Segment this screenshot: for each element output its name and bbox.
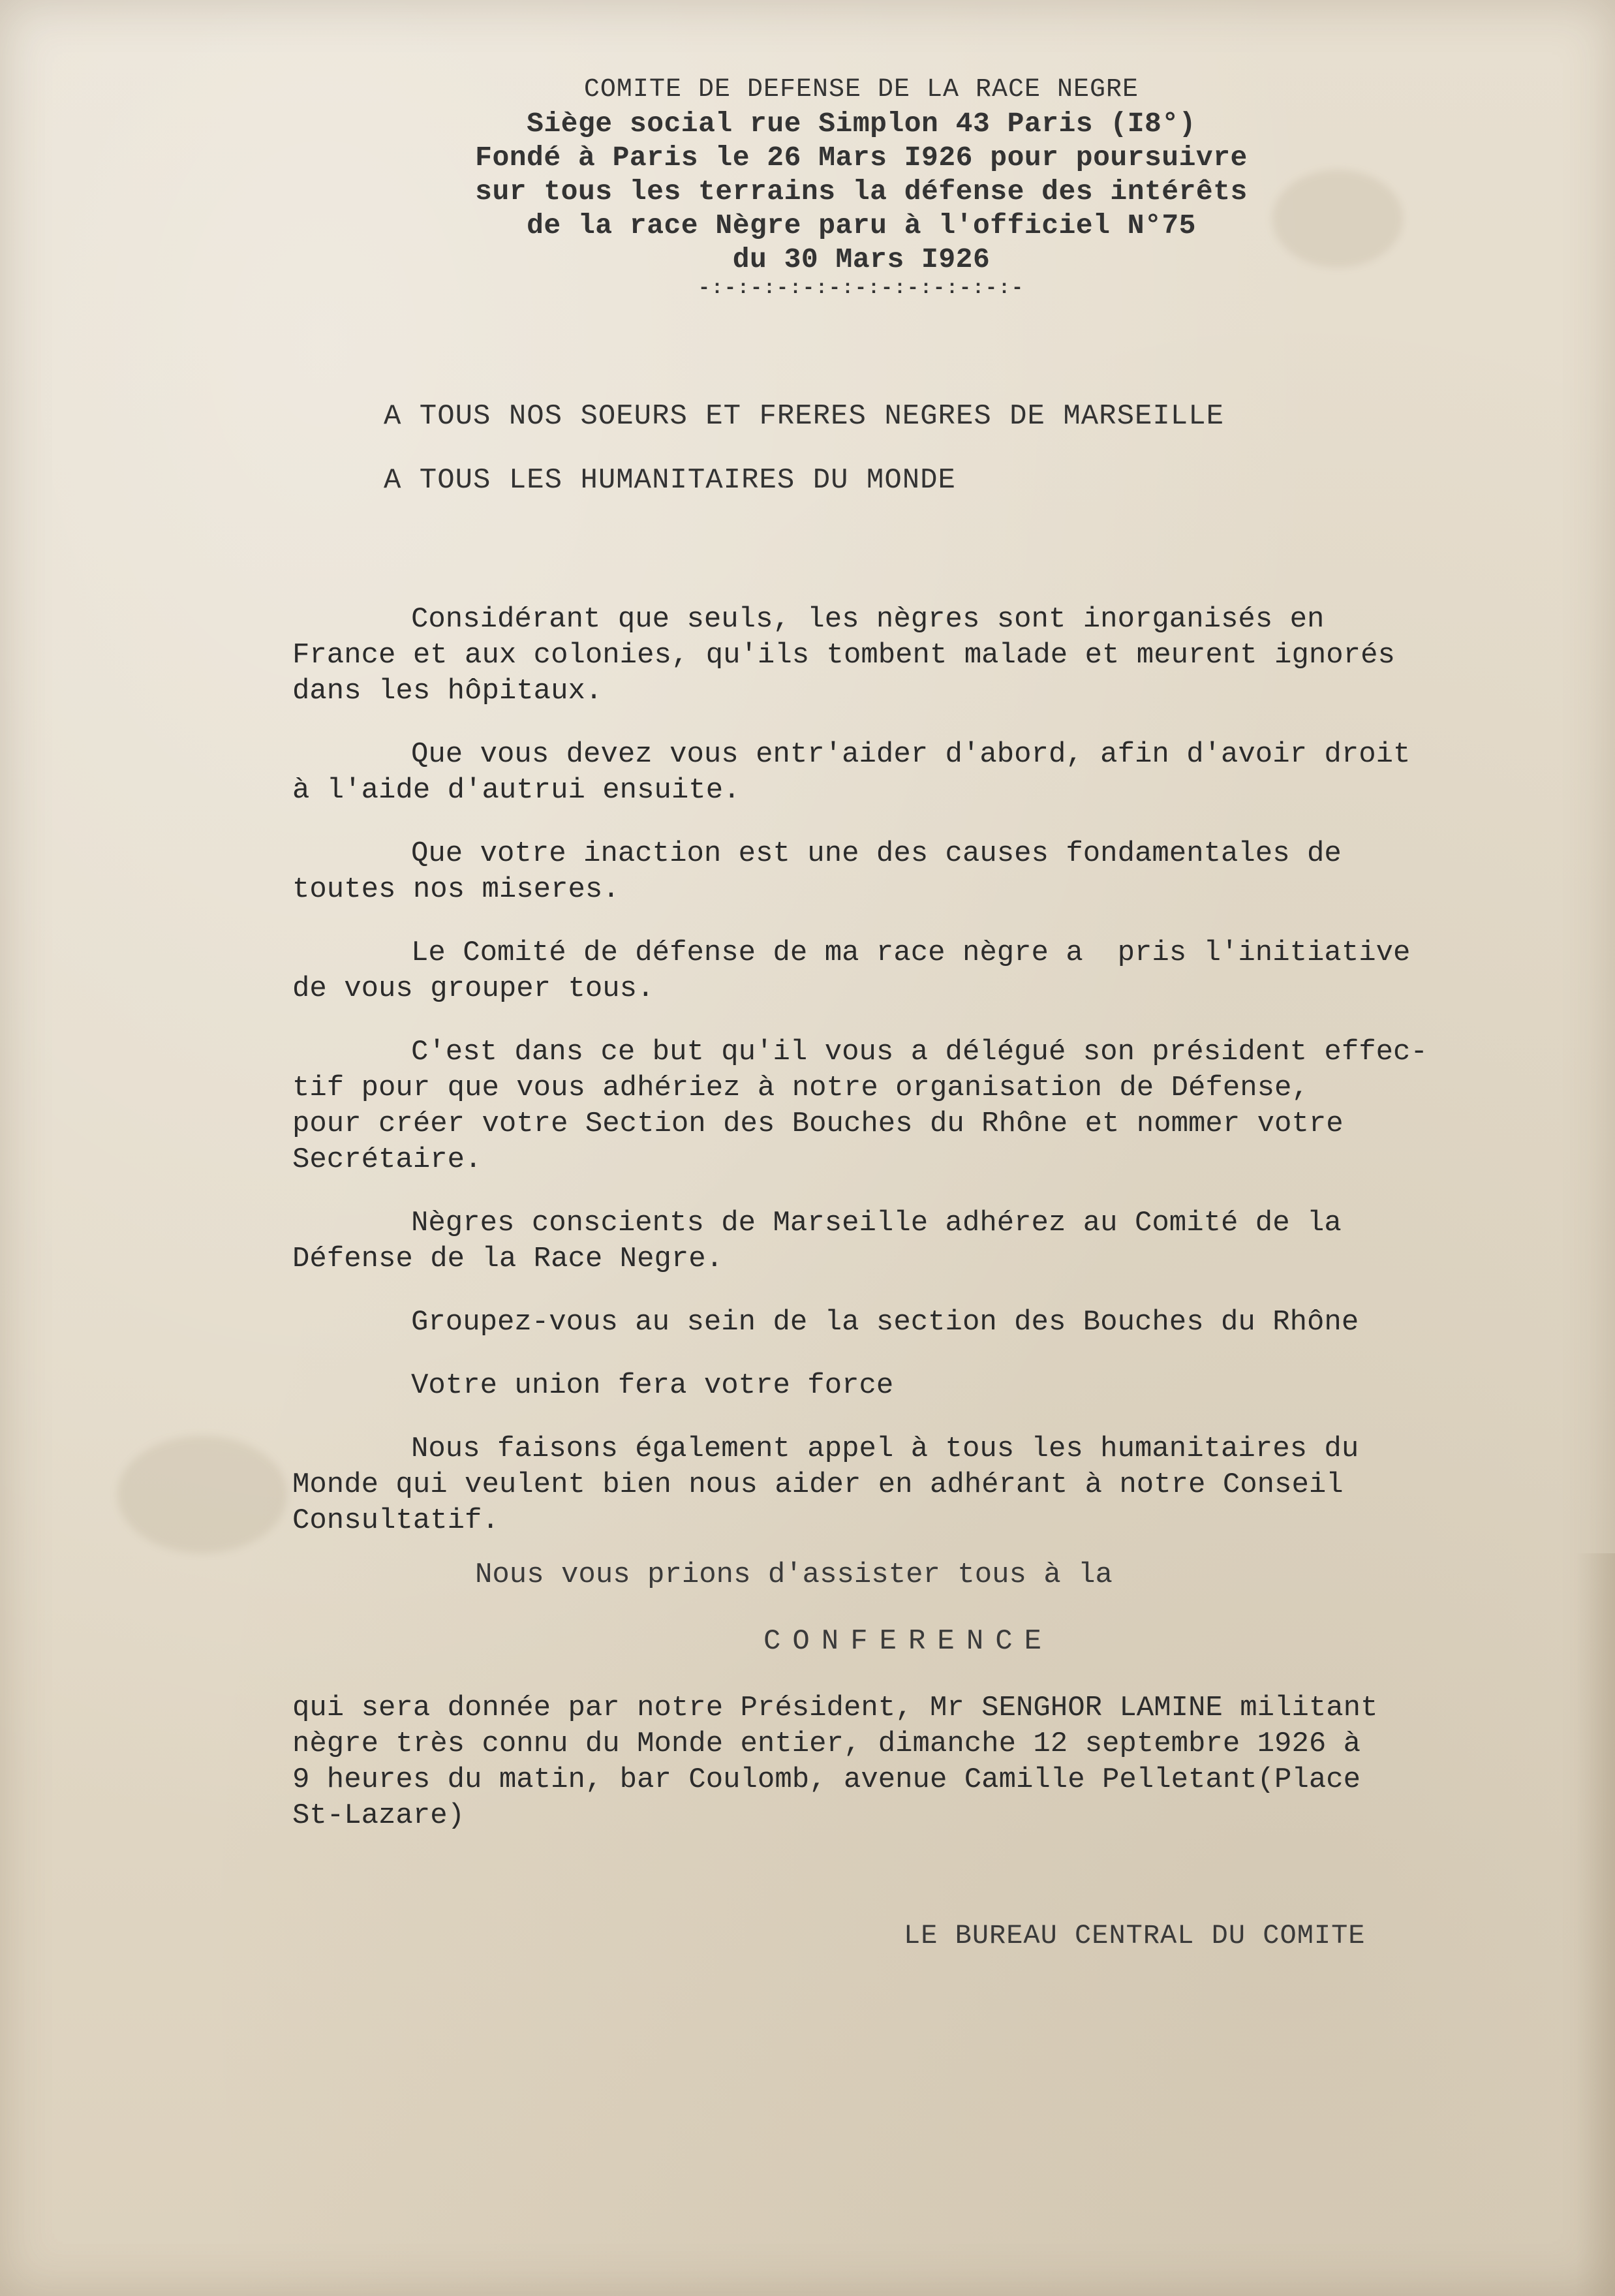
paper-stain (117, 1436, 287, 1553)
conference-line-2: nègre très connu du Monde entier, dimanche 12 septembre 1926 à (292, 1728, 1361, 1760)
paragraph-line: à l'aide d'autrui ensuite. (292, 774, 741, 807)
paragraph (292, 737, 1565, 809)
paragraph (292, 1368, 1565, 1404)
paragraph-first-line: Nous faisons également appel à tous les humanitaires du (411, 1433, 1359, 1465)
headquarters-address: Siège social rue Simplon 43 Paris (I8°) (527, 108, 1196, 140)
paragraph-line: de vous grouper tous. (292, 972, 654, 1005)
paragraph-first-line: Le Comité de défense de ma race nègre a pris l'initiative (411, 937, 1411, 969)
paragraph-line: toutes nos miseres. (292, 873, 620, 906)
salutation (384, 398, 1224, 526)
paragraph-line: Monde qui veulent bien nous aider en adhérant à notre Conseil (292, 1468, 1344, 1501)
letter-body (292, 602, 1565, 1566)
paragraph-first-line: Que vous devez vous entr'aider d'abord, afin d'avoir droit (411, 738, 1411, 771)
paragraph (292, 1205, 1565, 1277)
conference-title: CONFERENCE (763, 1625, 1054, 1658)
founding-statement: Fondé à Paris le 26 Mars I926 pour poursuivre (475, 142, 1248, 174)
paragraph-first-line: Considérant que seuls, les nègres sont inorganisés en (411, 603, 1325, 636)
salutation-line-1: A TOUS NOS SOEURS ET FRERES NEGRES DE MARSEILLE (384, 400, 1225, 433)
paragraph-first-line: Votre union fera votre force (411, 1369, 894, 1402)
salutation-line-2: A TOUS LES HUMANITAIRES DU MONDE (384, 464, 956, 497)
letterhead (352, 73, 1370, 300)
paragraph-first-line: Groupez-vous au sein de la section des Bouches du Rhône (411, 1306, 1359, 1339)
publication-date: du 30 Mars I926 (732, 243, 991, 275)
paper-edge-wear (1576, 1553, 1615, 2296)
paragraph-line: Consultatif. (292, 1504, 499, 1537)
paragraph-line: France et aux colonies, qu'ils tombent malade et meurent ignorés (292, 639, 1395, 672)
paragraph (292, 1305, 1565, 1341)
official-publication: de la race Nègre paru à l'officiel N°75 (527, 209, 1196, 241)
conference-line-4: St-Lazare) (292, 1799, 465, 1832)
paragraph-first-line: C'est dans ce but qu'il vous a délégué son président effec- (411, 1036, 1428, 1068)
paragraph-first-line: Que votre inaction est une des causes fondamentales de (411, 837, 1342, 870)
paragraph-line: tif pour que vous adhériez à notre organisation de Défense, (292, 1072, 1309, 1104)
paragraph (292, 1034, 1565, 1178)
paragraph (292, 836, 1565, 908)
paragraph-line: pour créer votre Section des Bouches du Rhône et nommer votre (292, 1108, 1344, 1140)
founding-statement-cont: sur tous les terrains la défense des intérêts (475, 176, 1248, 208)
conference-invitation: Nous vous prions d'assister tous à la (475, 1559, 1113, 1591)
conference-line-1: qui sera donnée par notre Président, Mr SENGHOR LAMINE militant (292, 1692, 1378, 1724)
organization-name: COMITE DE DEFENSE DE LA RACE NEGRE (583, 75, 1139, 104)
conference-details (292, 1690, 1565, 1834)
paragraph (292, 935, 1565, 1007)
paragraph-line: Défense de la Race Negre. (292, 1243, 724, 1275)
paragraph-line: dans les hôpitaux. (292, 675, 603, 707)
paragraph-line: Secrétaire. (292, 1143, 482, 1176)
paragraph (292, 1431, 1565, 1539)
conference-line-3: 9 heures du matin, bar Coulomb, avenue Camille Pelletant(Place (292, 1763, 1361, 1796)
paragraph (292, 602, 1565, 709)
header-separator: -:-:-:-:-:-:-:-:-:-:-:-:- (698, 277, 1025, 300)
paragraph-first-line: Nègres conscients de Marseille adhérez au Comité de la (411, 1207, 1342, 1239)
signature: LE BUREAU CENTRAL DU COMITE (904, 1920, 1366, 1951)
